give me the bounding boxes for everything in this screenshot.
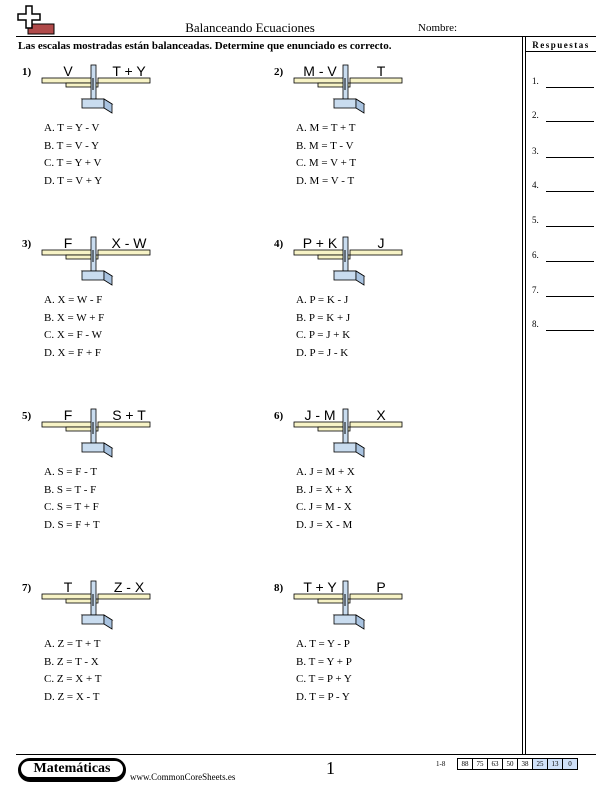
score-cell: 38 bbox=[517, 758, 533, 770]
left-pan-expression: V bbox=[63, 63, 73, 79]
answer-label: 8. bbox=[532, 319, 539, 329]
choice-option: A. P = K - J bbox=[296, 294, 349, 306]
left-pan-expression: F bbox=[63, 407, 73, 423]
choice-list bbox=[44, 636, 101, 706]
choice-option: C. J = M - X bbox=[296, 501, 352, 513]
problem-number: 5) bbox=[22, 410, 32, 422]
balance-scale bbox=[292, 232, 406, 290]
choice-option: D. T = P - Y bbox=[296, 690, 350, 703]
choice-option: D. M = V - T bbox=[296, 174, 355, 187]
site-url: www.CommonCoreSheets.es bbox=[130, 772, 236, 782]
score-cell: 63 bbox=[487, 758, 503, 770]
answer-label: 7. bbox=[532, 285, 539, 295]
problem-3 bbox=[22, 232, 262, 392]
choice-option: A. T = Y - V bbox=[44, 122, 100, 134]
answer-label: 6. bbox=[532, 250, 539, 260]
right-pan-expression: Z - X bbox=[113, 579, 145, 595]
balance-scale bbox=[40, 232, 154, 290]
page-title: Balanceando Ecuaciones bbox=[185, 20, 315, 35]
choice-option: C. T = P + Y bbox=[296, 673, 352, 685]
choice-option: A. S = F - T bbox=[44, 466, 98, 478]
balance-scale bbox=[292, 60, 406, 118]
right-pan-expression: T bbox=[376, 63, 386, 79]
answer-label: 5. bbox=[532, 215, 539, 225]
choice-option: D. Z = X - T bbox=[44, 690, 100, 703]
score-table bbox=[458, 758, 578, 770]
choice-option: C. M = V + T bbox=[296, 157, 357, 169]
answer-blank[interactable] bbox=[546, 157, 594, 158]
answer-column-divider-inner bbox=[525, 36, 526, 754]
choice-option: B. M = T - V bbox=[296, 139, 354, 152]
choice-option: D. P = J - K bbox=[296, 346, 349, 359]
problem-1 bbox=[22, 60, 262, 220]
score-cell: 13 bbox=[547, 758, 563, 770]
choice-list bbox=[296, 120, 356, 190]
choice-option: D. S = F + T bbox=[44, 518, 100, 531]
right-pan-expression: T + Y bbox=[112, 63, 146, 79]
left-pan-expression: T + Y bbox=[303, 579, 337, 595]
choice-option: C. T = Y + V bbox=[44, 157, 102, 169]
right-pan-expression: X bbox=[376, 407, 386, 423]
balance-scale bbox=[40, 404, 154, 462]
choice-option: B. S = T - F bbox=[44, 483, 97, 496]
brand-label: Matemáticas bbox=[21, 761, 123, 777]
balance-scale bbox=[40, 60, 154, 118]
problem-number: 3) bbox=[22, 238, 32, 250]
left-pan-expression: J - M bbox=[304, 407, 336, 423]
score-range: 1-8 bbox=[436, 760, 446, 768]
name-label: Nombre: bbox=[418, 22, 458, 34]
problem-number: 6) bbox=[274, 410, 284, 422]
answer-blank[interactable] bbox=[546, 226, 594, 227]
instructions: Las escalas mostradas están balanceadas. Determine que enunciado es correcto. bbox=[18, 40, 392, 52]
choice-option: B. Z = T - X bbox=[44, 655, 99, 668]
answer-label: 3. bbox=[532, 146, 539, 156]
problem-4 bbox=[274, 232, 514, 392]
problem-7 bbox=[22, 576, 262, 736]
problem-number: 8) bbox=[274, 582, 284, 594]
balance-scale bbox=[292, 404, 406, 462]
choice-option: B. J = X + X bbox=[296, 483, 353, 496]
choice-option: B. T = V - Y bbox=[44, 139, 100, 152]
choice-list bbox=[296, 292, 350, 362]
page-number: 1 bbox=[326, 758, 335, 778]
problem-number: 4) bbox=[274, 238, 284, 250]
balance-scale bbox=[292, 576, 406, 634]
score-cell: 0 bbox=[562, 758, 578, 770]
answer-label: 4. bbox=[532, 180, 539, 190]
balance-scale bbox=[40, 576, 154, 634]
choice-list bbox=[296, 636, 352, 706]
right-pan-expression: S + T bbox=[112, 407, 146, 423]
right-pan-expression: J bbox=[377, 235, 385, 251]
problem-number: 2) bbox=[274, 66, 284, 78]
choice-option: C. S = T + F bbox=[44, 501, 99, 513]
choice-option: A. J = M + X bbox=[296, 466, 355, 478]
score-cell: 88 bbox=[457, 758, 473, 770]
choice-list bbox=[44, 464, 100, 534]
answer-blank[interactable] bbox=[546, 330, 594, 331]
score-cell: 50 bbox=[502, 758, 518, 770]
header-divider bbox=[16, 36, 596, 37]
answer-blank[interactable] bbox=[546, 87, 594, 88]
answer-label: 2. bbox=[532, 110, 539, 120]
choice-option: B. X = W + F bbox=[44, 311, 105, 324]
choice-option: B. P = K + J bbox=[296, 311, 351, 324]
answer-blank[interactable] bbox=[546, 191, 594, 192]
choice-option: C. P = J + K bbox=[296, 329, 351, 341]
right-pan-expression: P bbox=[376, 579, 386, 595]
choice-option: B. T = Y + P bbox=[296, 655, 352, 668]
answer-blank[interactable] bbox=[546, 261, 594, 262]
left-pan-expression: T bbox=[63, 579, 73, 595]
answer-blank[interactable] bbox=[546, 121, 594, 122]
footer-divider bbox=[16, 754, 596, 755]
answer-column-divider bbox=[522, 36, 523, 754]
choice-list bbox=[44, 292, 104, 362]
choice-option: C. X = F - W bbox=[44, 329, 102, 341]
brand-badge bbox=[18, 758, 126, 782]
score-cell: 25 bbox=[532, 758, 548, 770]
answers-heading-rule bbox=[526, 51, 596, 52]
choice-option: A. T = Y - P bbox=[296, 638, 350, 650]
answer-blank[interactable] bbox=[546, 296, 594, 297]
left-pan-expression: P + K bbox=[302, 235, 338, 251]
right-pan-expression: X - W bbox=[111, 235, 147, 251]
problem-5 bbox=[22, 404, 262, 564]
problem-2 bbox=[274, 60, 514, 220]
choice-option: A. M = T + T bbox=[296, 122, 356, 134]
choice-option: D. J = X - M bbox=[296, 518, 353, 531]
choice-list bbox=[296, 464, 355, 534]
left-pan-expression: M - V bbox=[303, 63, 337, 79]
choice-option: D. X = F + F bbox=[44, 346, 102, 359]
answers-heading: Respuestas bbox=[532, 40, 590, 50]
score-cell: 75 bbox=[472, 758, 488, 770]
choice-option: A. Z = T + T bbox=[44, 638, 101, 650]
choice-option: D. T = V + Y bbox=[44, 174, 103, 187]
choice-list bbox=[44, 120, 102, 190]
answer-label: 1. bbox=[532, 76, 539, 86]
choice-option: A. X = W - F bbox=[44, 294, 103, 306]
choice-option: C. Z = X + T bbox=[44, 673, 102, 685]
problem-6 bbox=[274, 404, 514, 564]
left-pan-expression: F bbox=[63, 235, 73, 251]
problem-number: 7) bbox=[22, 582, 32, 594]
problem-number: 1) bbox=[22, 66, 32, 78]
problem-8 bbox=[274, 576, 514, 736]
